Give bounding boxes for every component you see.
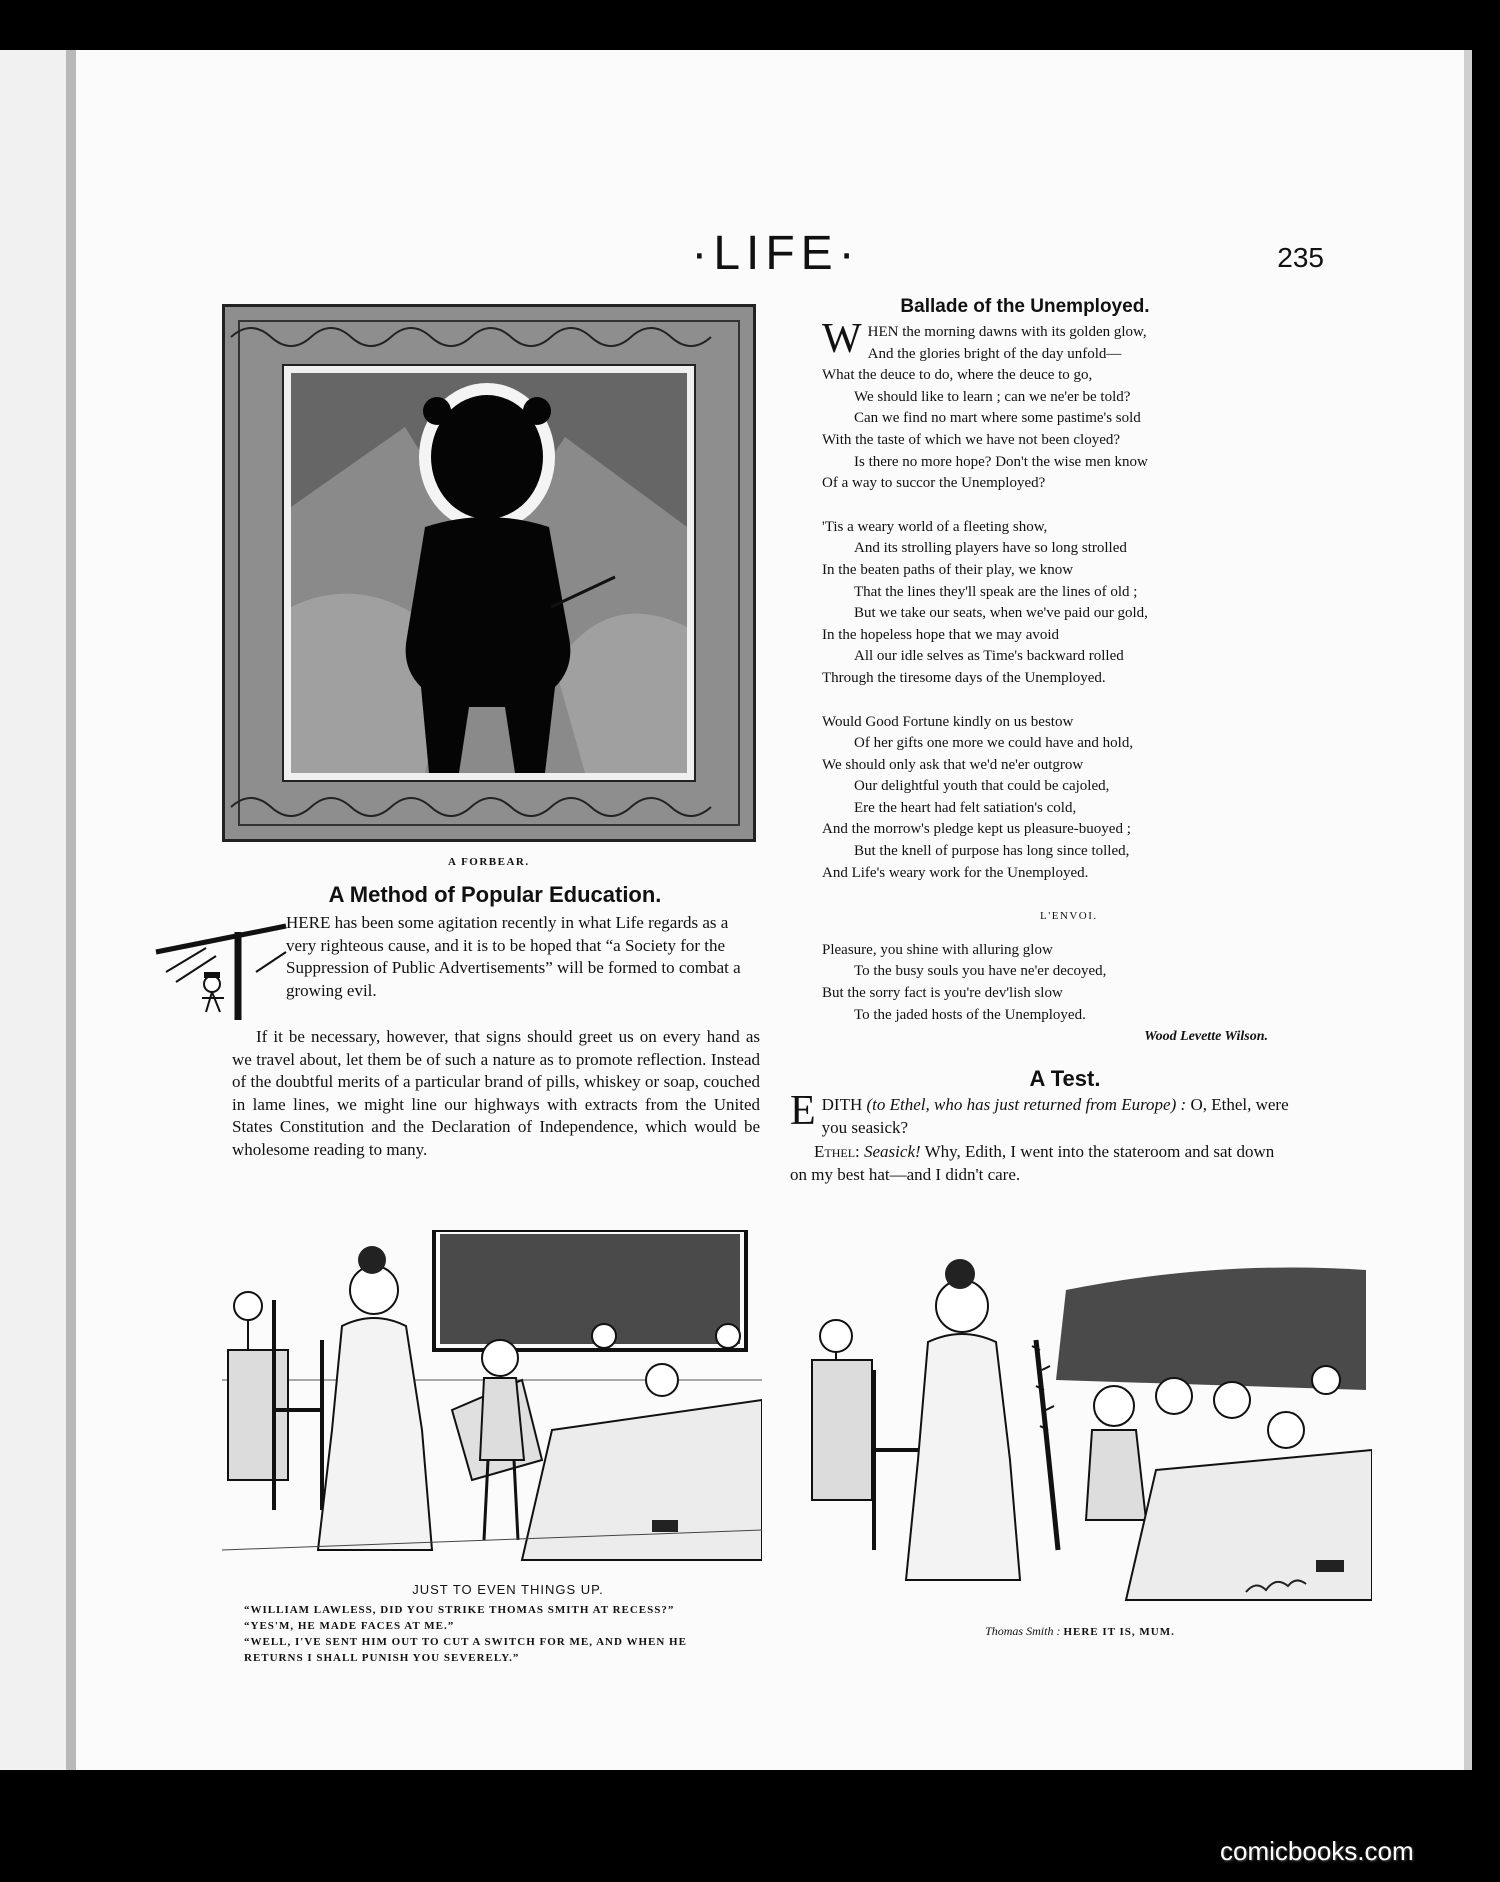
poem-line: But the sorry fact is you're dev'lish slow xyxy=(822,985,1063,1002)
site-watermark: comicbooks.com xyxy=(1220,1836,1414,1866)
masthead: ·LIFE· xyxy=(691,227,861,280)
article-popular-education-body xyxy=(286,912,760,1002)
poem-line: Our delightful youth that could be cajoled, xyxy=(854,778,1110,795)
edith-speech: O, Ethel, were you seasick? xyxy=(821,1095,1289,1137)
poem-stanza-3 xyxy=(822,712,1282,885)
article-paragraph: If it be necessary, however, that signs should greet us on every hand as we travel about, let them be of such a nature as to promote reflection. Instead of the doubtful merits of a particular brand of pills, whiskey or soap, couched in lame lines, we might line our highways with extracts from the United States Constitution and the Declaration of Independence, which would be wholesome reading to many. xyxy=(232,1027,760,1159)
poem-line: In the hopeless hope that we may avoid xyxy=(822,626,1060,643)
speaker-edith: DITH xyxy=(821,1095,863,1114)
poem-author: Wood Levette Wilson. xyxy=(1144,1029,1268,1045)
bear-portrait-illustration xyxy=(222,304,756,842)
stage-direction: (to Ethel, who has just returned from Europe) : xyxy=(866,1095,1187,1114)
decorative-initial-t-illustration xyxy=(146,912,296,1024)
ethel-exclamation: Seasick! xyxy=(864,1142,921,1161)
poem-line: 'Tis a weary world of a fleeting show, xyxy=(822,518,1048,535)
ethel-speech: Why, Edith, I went into the stateroom and sat down on my best hat—and I didn't care. xyxy=(790,1142,1275,1184)
poem-line: But we take our seats, when we've paid our gold, xyxy=(854,605,1148,622)
poem-line: That the lines they'll speak are the lines of old ; xyxy=(854,583,1138,600)
poem-line: And Life's weary work for the Unemployed. xyxy=(822,864,1089,881)
article-popular-education-body-continued xyxy=(232,1026,760,1161)
poem-line: And the morrow's pledge kept us pleasure-buoyed ; xyxy=(822,821,1131,838)
poem-line: Of her gifts one more we could have and hold, xyxy=(854,735,1134,752)
dialogue-line-ethel xyxy=(790,1139,1292,1186)
cartoon-left-dialogue xyxy=(244,1602,726,1666)
cartoon-right-caption xyxy=(920,1624,1240,1639)
cartoon-quote: “WILLIAM LAWLESS, DID YOU STRIKE THOMAS SMITH AT RECESS?” xyxy=(244,1604,675,1616)
poem-line: Would Good Fortune kindly on us bestow xyxy=(822,713,1074,730)
poem-line: In the beaten paths of their play, we know xyxy=(822,561,1074,578)
poem-title: Ballade of the Unemployed. xyxy=(900,296,1150,317)
poem-stanza-1 xyxy=(822,316,1282,495)
article-title-popular-education: A Method of Popular Education. xyxy=(328,882,662,907)
poem-line: And the glories bright of the day unfold— xyxy=(867,345,1122,362)
facing-page-strip xyxy=(0,50,66,1770)
cartoon-classroom-right xyxy=(796,1230,1372,1606)
page-edge xyxy=(1464,50,1472,1770)
cartoon-quote: “WELL, I'VE SENT HIM OUT TO CUT A SWITCH FOR ME, AND WHEN HE RETURNS I SHALL PUNISH YOU SEVERELY.” xyxy=(244,1636,687,1664)
bear-portrait-drawing xyxy=(225,307,753,839)
poem-ballade xyxy=(822,316,1282,1048)
poem-line: HEN the morning dawns with its golden glow, xyxy=(867,324,1147,340)
article-paragraph: HERE has been some agitation recently in what Life regards as a very righteous cause, and it is to be hoped that “a Society for the Suppression of Public Advertisements” will be formed to combat a growing evil. xyxy=(286,913,741,1000)
classroom-scene-right-drawing xyxy=(796,1230,1372,1606)
poem-line: To the busy souls you have ne'er decoyed, xyxy=(854,963,1107,980)
poem-line: Is there no more hope? Don't the wise men know xyxy=(854,453,1148,470)
drop-cap-e: E xyxy=(790,1088,816,1134)
drop-cap-w: W xyxy=(822,316,862,362)
page-number: 235 xyxy=(1277,242,1324,273)
cartoon-left-title: JUST TO EVEN THINGS UP. xyxy=(412,1582,604,1597)
poem-stanza-2 xyxy=(822,517,1282,690)
poem-line: Through the tiresome days of the Unemployed. xyxy=(822,669,1106,686)
poem-line: Ere the heart had felt satiation's cold, xyxy=(854,799,1077,816)
portrait-caption: A FORBEAR. xyxy=(448,856,530,868)
poem-line: With the taste of which we have not been cloyed? xyxy=(822,431,1121,448)
poem-envoi-heading: L'ENVOI. xyxy=(1040,910,1098,923)
cartoon-classroom-left xyxy=(222,1230,762,1576)
poem-envoi xyxy=(822,940,1282,1026)
cartoon-right-line: HERE IT IS, MUM. xyxy=(1063,1626,1175,1638)
poem-line: We should only ask that we'd ne'er outgrow xyxy=(822,756,1084,773)
dialogue-line-edith xyxy=(790,1088,1292,1139)
poem-line: Of a way to succor the Unemployed? xyxy=(822,475,1046,492)
classroom-scene-left-drawing xyxy=(222,1230,762,1576)
article-a-test-body xyxy=(790,1088,1292,1186)
cartoon-right-speaker: Thomas Smith : xyxy=(985,1624,1061,1638)
poem-line: And its strolling players have so long strolled xyxy=(854,540,1127,557)
poem-line: Can we find no mart where some pastime's sold xyxy=(854,410,1141,427)
poem-line: What the deuce to do, where the deuce to go, xyxy=(822,367,1093,384)
poem-line: Pleasure, you shine with alluring glow xyxy=(822,941,1053,958)
article-title-a-test: A Test. xyxy=(1029,1066,1101,1091)
poem-line: To the jaded hosts of the Unemployed. xyxy=(854,1006,1086,1023)
cartoon-quote: “YES'M, HE MADE FACES AT ME.” xyxy=(244,1620,455,1632)
poem-line: But the knell of purpose has long since tolled, xyxy=(854,843,1130,860)
poem-line: All our idle selves as Time's backward rolled xyxy=(854,648,1124,665)
poem-line: We should like to learn ; can we ne'er be told? xyxy=(854,388,1131,405)
speaker-ethel: Ethel: xyxy=(814,1142,860,1161)
page-gutter xyxy=(66,50,76,1770)
